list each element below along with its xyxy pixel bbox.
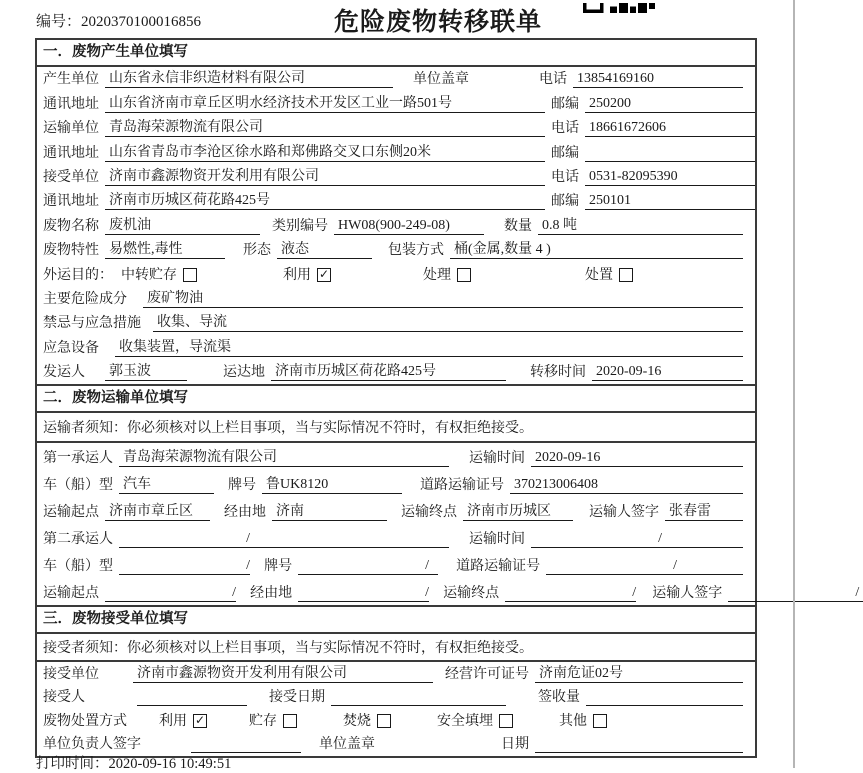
field-label: 单位盖章 [413, 72, 469, 88]
field-label: 数量 [504, 218, 532, 234]
field-label: 类别编号 [272, 218, 328, 234]
checkbox-unchecked-icon [283, 714, 297, 728]
print-time-value: 2020-09-16 10:49:51 [108, 756, 232, 772]
print-time-label: 打印时间： [36, 756, 109, 772]
field-value: 370213006408 [510, 477, 743, 494]
field-value [331, 689, 506, 706]
field-value: / [105, 585, 236, 602]
form-table [35, 38, 860, 758]
serial-number: 2020370100016856 [81, 14, 202, 30]
field-value [585, 145, 755, 162]
checkbox-unchecked-icon [377, 714, 391, 728]
field-value: 济南市历城区荷花路425号 [105, 189, 545, 210]
field-value: 济南市鑫源物资开发利用有限公司 [105, 165, 545, 186]
field-value: / [298, 558, 438, 575]
field-label: 单位盖章 [319, 737, 375, 753]
field-label: 包装方式 [388, 243, 444, 259]
field-value: 山东省济南市章丘区明水经济技术开发区工业一路501号 [105, 92, 545, 113]
field-label: 邮编 [551, 145, 579, 161]
field-label: 利用 [283, 267, 311, 283]
field-label: 牌号 [264, 559, 293, 575]
field-label: 贮存 [249, 713, 277, 729]
field-label: 转移时间 [530, 365, 586, 381]
form-row [37, 335, 755, 359]
field-value: 青岛海荣源物流有限公司 [105, 116, 545, 137]
print-time-line [36, 752, 231, 773]
form-row [37, 470, 755, 497]
checkbox-unchecked-icon [593, 714, 607, 728]
field-label: 接受单位 [43, 169, 99, 185]
field-value: 张春雷 [665, 500, 743, 521]
form-row [37, 116, 755, 140]
field-value: 2020-09-16 [592, 364, 743, 381]
field-label: 道路运输证号 [456, 559, 541, 575]
field-value: 济南市鑫源物资开发利用有限公司 [133, 662, 433, 683]
field-value: 收集装置，导流渠 [115, 336, 743, 357]
form-row [37, 311, 755, 335]
field-label: 签收量 [538, 690, 580, 706]
form-row [37, 443, 755, 470]
field-label: 应急设备 [43, 340, 99, 356]
form-row [37, 262, 755, 286]
field-label: 运输人签字 [652, 586, 723, 602]
field-value: 济南市历城区 [463, 500, 573, 521]
field-value: 0531-82095390 [585, 169, 755, 186]
section-header: 三．废物接受单位填写 [37, 607, 755, 634]
field-value: 废矿物油 [143, 287, 743, 308]
field-value: 液态 [277, 238, 372, 259]
field-label: 第一承运人 [43, 451, 113, 467]
form-row [37, 662, 755, 686]
field-label: 运输人签字 [589, 505, 659, 521]
field-value: 济南 [272, 500, 387, 521]
field-label: 废物处置方式 [43, 713, 127, 729]
field-value: / [298, 585, 429, 602]
field-label: 第二承运人 [43, 532, 113, 548]
form-row [37, 67, 755, 91]
field-value: 易燃性,毒性 [105, 238, 225, 259]
field-label: 邮编 [551, 194, 579, 210]
field-label: 经由地 [224, 505, 266, 521]
field-label: 产生单位 [43, 72, 99, 88]
field-value: 废机油 [105, 214, 260, 235]
qr-code-fragment-svg [583, 3, 655, 13]
section-notice: 运输者须知：你必须核对以上栏目事项，当与实际情况不符时，有权拒绝接受。 [37, 413, 755, 443]
field-value: 山东省青岛市李沧区徐水路和郑佛路交叉口东侧20米 [105, 141, 545, 162]
section-header: 二．废物运输单位填写 [37, 386, 755, 413]
field-label: 运输时间 [469, 532, 525, 548]
field-value: 2020-09-16 [531, 450, 743, 467]
field-label: 废物特性 [43, 243, 99, 259]
form-row [37, 497, 755, 524]
field-label: 处置 [585, 267, 613, 283]
field-value [191, 736, 301, 753]
field-value: / [728, 585, 863, 602]
field-label: 电话 [551, 121, 579, 137]
form-row [37, 91, 755, 115]
field-label: 运输起点 [43, 586, 99, 602]
page-edge-divider [793, 0, 795, 768]
field-value: 13854169160 [573, 71, 743, 88]
field-label: 接受单位 [43, 666, 99, 682]
field-label: 车（船）型 [43, 478, 113, 494]
checkbox-checked-icon: ✓ [194, 712, 206, 727]
checkbox-unchecked-icon [183, 268, 197, 282]
field-label: 安全填埋 [437, 713, 493, 729]
field-value: / [531, 531, 743, 548]
form-row [37, 686, 755, 710]
field-value: 18661672606 [585, 120, 755, 137]
field-label: 废物名称 [43, 218, 99, 234]
field-label: 接受日期 [269, 690, 325, 706]
field-label: 发运人 [43, 365, 85, 381]
field-label: 经由地 [250, 586, 293, 602]
field-label: 其他 [559, 713, 587, 729]
checkbox-unchecked-icon [499, 714, 513, 728]
field-label: 处理 [423, 267, 451, 283]
form-row [37, 524, 755, 551]
form-section-3 [37, 605, 755, 756]
field-value: 250200 [585, 96, 755, 113]
field-value: / [119, 531, 449, 548]
field-value: 济南市历城区荷花路425号 [271, 360, 506, 381]
qr-code-fragment [583, 0, 655, 10]
field-label: 通讯地址 [43, 96, 99, 112]
field-label: 电话 [551, 169, 579, 185]
field-label: 邮编 [551, 96, 579, 112]
page-title: 危险废物转移联单 [333, 8, 542, 36]
section-header: 一．废物产生单位填写 [37, 40, 755, 67]
form-section-2 [37, 384, 860, 605]
field-label: 运输时间 [469, 451, 525, 467]
checkbox-unchecked-icon [619, 268, 633, 282]
field-label: 接受人 [43, 690, 85, 706]
form-row [37, 360, 755, 384]
checkbox-unchecked-icon [457, 268, 471, 282]
field-value: 山东省永信非织造材料有限公司 [105, 67, 393, 88]
form-row [37, 287, 755, 311]
field-value: 桶(金属,数量 4 ) [450, 238, 743, 259]
field-label: 车（船）型 [43, 559, 113, 575]
field-label: 运输起点 [43, 505, 99, 521]
field-value: 济南危证02号 [535, 662, 743, 683]
field-label: 通讯地址 [43, 194, 99, 210]
field-value: 郭玉波 [105, 360, 187, 381]
field-value: / [119, 558, 250, 575]
field-value [586, 689, 743, 706]
field-label: 通讯地址 [43, 145, 99, 161]
field-label: 日期 [501, 737, 529, 753]
field-value: 济南市章丘区 [105, 500, 210, 521]
form-row [37, 709, 755, 733]
field-value: / [546, 558, 743, 575]
field-value: 汽车 [119, 473, 214, 494]
form-section-1 [37, 40, 755, 384]
field-value: 鲁UK8120 [262, 473, 402, 494]
field-label: 利用 [159, 713, 187, 729]
field-value [137, 689, 247, 706]
field-value [535, 736, 743, 753]
form-row [37, 238, 755, 262]
field-value: 0.8 吨 [538, 214, 743, 235]
field-label: 焚烧 [343, 713, 371, 729]
serial-label: 编号： [36, 14, 82, 30]
field-label: 运达地 [223, 365, 265, 381]
field-label: 运输终点 [443, 586, 500, 602]
field-label: 运输单位 [43, 121, 99, 137]
field-value: / [505, 585, 636, 602]
field-label: 道路运输证号 [420, 478, 504, 494]
field-label: 单位负责人签字 [43, 737, 141, 753]
field-label: 外运目的： [43, 267, 113, 283]
field-label: 运输终点 [401, 505, 457, 521]
form-row [37, 551, 755, 578]
field-label: 禁忌与应急措施 [43, 316, 141, 332]
section-notice: 接受者须知：你必须核对以上栏目事项，当与实际情况不符时，有权拒绝接受。 [37, 634, 755, 662]
field-value: 青岛海荣源物流有限公司 [119, 446, 449, 467]
field-label: 电话 [539, 72, 567, 88]
field-label: 主要危险成分 [43, 291, 127, 307]
field-label: 牌号 [228, 478, 256, 494]
checkbox-checked-icon: ✓ [318, 266, 330, 281]
field-label: 经营许可证号 [445, 666, 529, 682]
form-row [37, 189, 755, 213]
form-row [37, 165, 755, 189]
form-row [37, 140, 755, 164]
field-label: 形态 [243, 243, 271, 259]
form-row [37, 213, 755, 237]
field-value: HW08(900-249-08) [334, 218, 484, 235]
field-value: 收集、导流 [153, 311, 743, 332]
form-row [37, 578, 860, 605]
field-value: 250101 [585, 193, 755, 210]
field-label: 中转贮存 [121, 267, 177, 283]
